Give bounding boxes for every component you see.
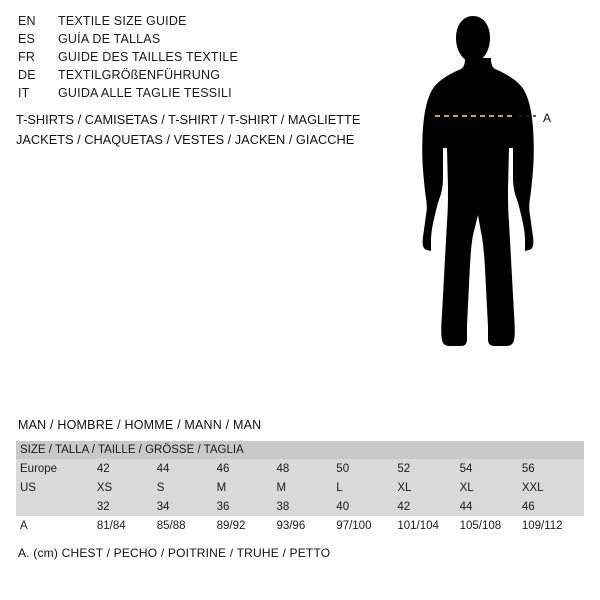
cell: XL bbox=[460, 478, 522, 497]
cell: 85/88 bbox=[157, 516, 217, 535]
cell: 36 bbox=[217, 497, 277, 516]
language-row bbox=[18, 14, 378, 32]
table-header-label: SIZE / TALLA / TAILLE / GRÖSSE / TAGLIA bbox=[16, 441, 584, 459]
cell: 54 bbox=[460, 459, 522, 478]
cell: 46 bbox=[217, 459, 277, 478]
garment-category-list bbox=[16, 110, 396, 150]
size-table bbox=[16, 441, 584, 535]
language-row bbox=[18, 50, 378, 68]
cell: 44 bbox=[460, 497, 522, 516]
cell: 42 bbox=[397, 497, 459, 516]
cell: 32 bbox=[97, 497, 157, 516]
cell: 109/112 bbox=[522, 516, 584, 535]
table-row bbox=[16, 478, 584, 497]
cell: 56 bbox=[522, 459, 584, 478]
row-label bbox=[16, 497, 97, 516]
cell: 105/108 bbox=[460, 516, 522, 535]
category-tshirts: T-SHIRTS / CAMISETAS / T-SHIRT / T-SHIRT / MAGLIETTE bbox=[16, 112, 361, 127]
table-row bbox=[16, 497, 584, 516]
language-title: GUIDA ALLE TAGLIE TESSILI bbox=[58, 86, 232, 100]
language-title: GUÍA DE TALLAS bbox=[58, 32, 161, 46]
cell: 50 bbox=[336, 459, 397, 478]
cell: XS bbox=[97, 478, 157, 497]
cell: 101/104 bbox=[397, 516, 459, 535]
cell: 38 bbox=[276, 497, 336, 516]
cell: 42 bbox=[97, 459, 157, 478]
language-title: GUIDE DES TAILLES TEXTILE bbox=[58, 50, 239, 64]
row-label: US bbox=[16, 478, 97, 497]
cell: 81/84 bbox=[97, 516, 157, 535]
language-row bbox=[18, 86, 378, 104]
cell: 52 bbox=[397, 459, 459, 478]
cell: 34 bbox=[157, 497, 217, 516]
callout-label-a: A bbox=[543, 111, 552, 125]
cell: S bbox=[157, 478, 217, 497]
cell: XL bbox=[397, 478, 459, 497]
section-header-man: MAN / HOMBRE / HOMME / MANN / MAN bbox=[18, 418, 262, 432]
language-code: FR bbox=[18, 50, 36, 64]
figure-illustration bbox=[395, 8, 600, 408]
language-row bbox=[18, 32, 378, 50]
language-code: EN bbox=[18, 14, 36, 28]
language-code: DE bbox=[18, 68, 36, 82]
cell: XXL bbox=[522, 478, 584, 497]
language-title: TEXTILE SIZE GUIDE bbox=[58, 14, 187, 28]
male-figure-silhouette-icon bbox=[395, 8, 600, 408]
row-label: Europe bbox=[16, 459, 97, 478]
cell: 46 bbox=[522, 497, 584, 516]
cell: M bbox=[217, 478, 277, 497]
cell: 93/96 bbox=[276, 516, 336, 535]
language-row bbox=[18, 68, 378, 86]
cell: L bbox=[336, 478, 397, 497]
cell: M bbox=[276, 478, 336, 497]
table-row bbox=[16, 459, 584, 478]
measurement-footnote: A. (cm) CHEST / PECHO / POITRINE / TRUHE / PETTO bbox=[18, 546, 331, 560]
cell: 44 bbox=[157, 459, 217, 478]
category-jackets: JACKETS / CHAQUETAS / VESTES / JACKEN / GIACCHE bbox=[16, 132, 355, 147]
cell: 48 bbox=[276, 459, 336, 478]
cell: 97/100 bbox=[336, 516, 397, 535]
language-title: TEXTILGRÖßENFÜHRUNG bbox=[58, 68, 221, 82]
language-title-block bbox=[18, 14, 378, 104]
cell: 89/92 bbox=[217, 516, 277, 535]
cell: 40 bbox=[336, 497, 397, 516]
language-code: IT bbox=[18, 86, 30, 100]
table-row bbox=[16, 516, 584, 535]
language-code: ES bbox=[18, 32, 36, 46]
row-label: A bbox=[16, 516, 97, 535]
table-header-row bbox=[16, 441, 584, 459]
